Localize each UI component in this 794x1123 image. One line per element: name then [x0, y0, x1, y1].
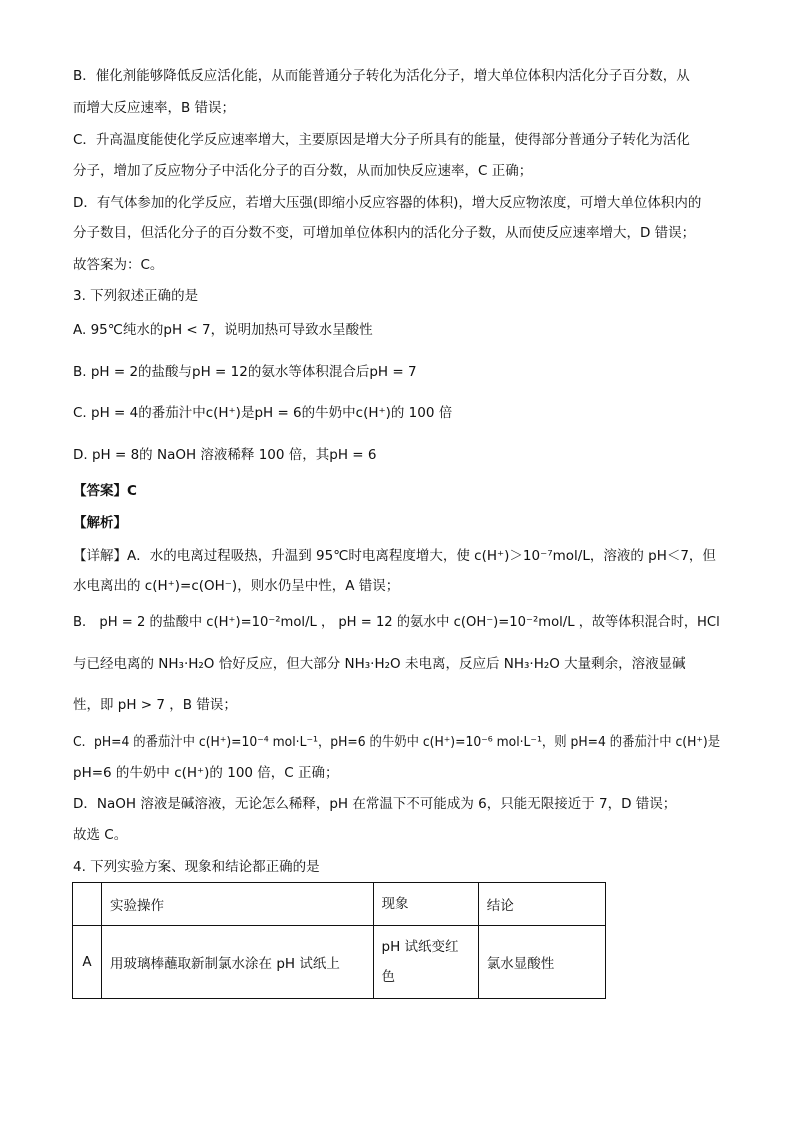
text-line: C．pH=4 的番茄汁中 c(H⁺)=10⁻⁴ mol·L⁻¹，pH=6 的牛奶中 c(H⁺)=10⁻⁶ mol·L⁻¹，则 pH=4 的番茄汁中 c(H⁺)是: [73, 734, 721, 750]
text-line: 而增大反应速率，B 错误；: [73, 100, 236, 116]
question-title: 3. 下列叙述正确的是: [73, 288, 199, 304]
analysis-label: 【解析】: [73, 515, 127, 531]
option-a: A. 95℃纯水的pH < 7，说明加热可导致水呈酸性: [73, 322, 373, 338]
answer-label: 【答案】C: [73, 483, 137, 499]
text-line: 故答案为：C。: [73, 257, 164, 273]
option-b: B. pH = 2的盐酸与pH = 12的氨水等体积混合后pH = 7: [73, 364, 417, 380]
text-line: pH=6 的牛奶中 c(H⁺)的 100 倍，C 正确；: [73, 765, 339, 781]
question-title: 4. 下列实验方案、现象和结论都正确的是: [73, 859, 320, 875]
table-header-row: [73, 883, 606, 926]
text-line: 与已经电离的 NH₃·H₂O 恰好反应，但大部分 NH₃·H₂O 未电离，反应后 NH₃·H₂O 大量剩余，溶液显碱: [73, 656, 686, 672]
table-header-cell: 实验操作: [102, 883, 374, 926]
table-cell: A: [73, 926, 102, 999]
text-line: D．NaOH 溶液是碱溶液，无论怎么稀释，pH 在常温下不可能成为 6，只能无限接近于 7，D 错误；: [73, 796, 677, 812]
table-row: [73, 926, 606, 999]
text-line: C．升高温度能使化学反应速率增大，主要原因是增大分子所具有的能量，使得部分普通分子转化为活化: [73, 132, 690, 148]
table-cell: 用玻璃棒蘸取新制氯水涂在 pH 试纸上: [102, 926, 374, 999]
text-line: B． pH = 2 的盐酸中 c(H⁺)=10⁻²mol/L ， pH = 12 的氨水中 c(OH⁻)=10⁻²mol/L ，故等体积混合时，HCl: [73, 614, 720, 630]
text-line: 性，即 pH > 7 ，B 错误；: [73, 697, 237, 713]
text-line: 故选 C。: [73, 827, 128, 843]
text-line: 分子数目，但活化分子的百分数不变，可增加单位体积内的活化分子数，从而使反应速率增大，D 错误；: [73, 225, 696, 241]
table-header-cell: 现象: [373, 883, 478, 926]
table-cell: 氯水显酸性: [478, 926, 605, 999]
table-cell: pH 试纸变红色: [373, 926, 478, 999]
text-line: 分子，增加了反应物分子中活化分子的百分数，从而加快反应速率，C 正确；: [73, 163, 533, 179]
option-d: D. pH = 8的 NaOH 溶液稀释 100 倍，其pH = 6: [73, 447, 377, 463]
text-line: 水电离出的 c(H⁺)=c(OH⁻)，则水仍呈中性，A 错误；: [73, 578, 400, 594]
text-line: D．有气体参加的化学反应，若增大压强(即缩小反应容器的体积)，增大反应物浓度，可增大单位体积内的: [73, 195, 702, 211]
text-line: 【详解】A．水的电离过程吸热，升温到 95℃时电离程度增大，使 c(H⁺)＞10⁻⁷mol/L，溶液的 pH＜7，但: [73, 548, 716, 564]
text-line: B．催化剂能够降低反应活化能，从而能普通分子转化为活化分子，增大单位体积内活化分子百分数，从: [73, 68, 690, 84]
table-header-cell: 结论: [478, 883, 605, 926]
option-c: C. pH = 4的番茄汁中c(H⁺)是pH = 6的牛奶中c(H⁺)的 100 倍: [73, 405, 453, 421]
table-header-cell: [73, 883, 102, 926]
experiment-table: [72, 882, 606, 999]
